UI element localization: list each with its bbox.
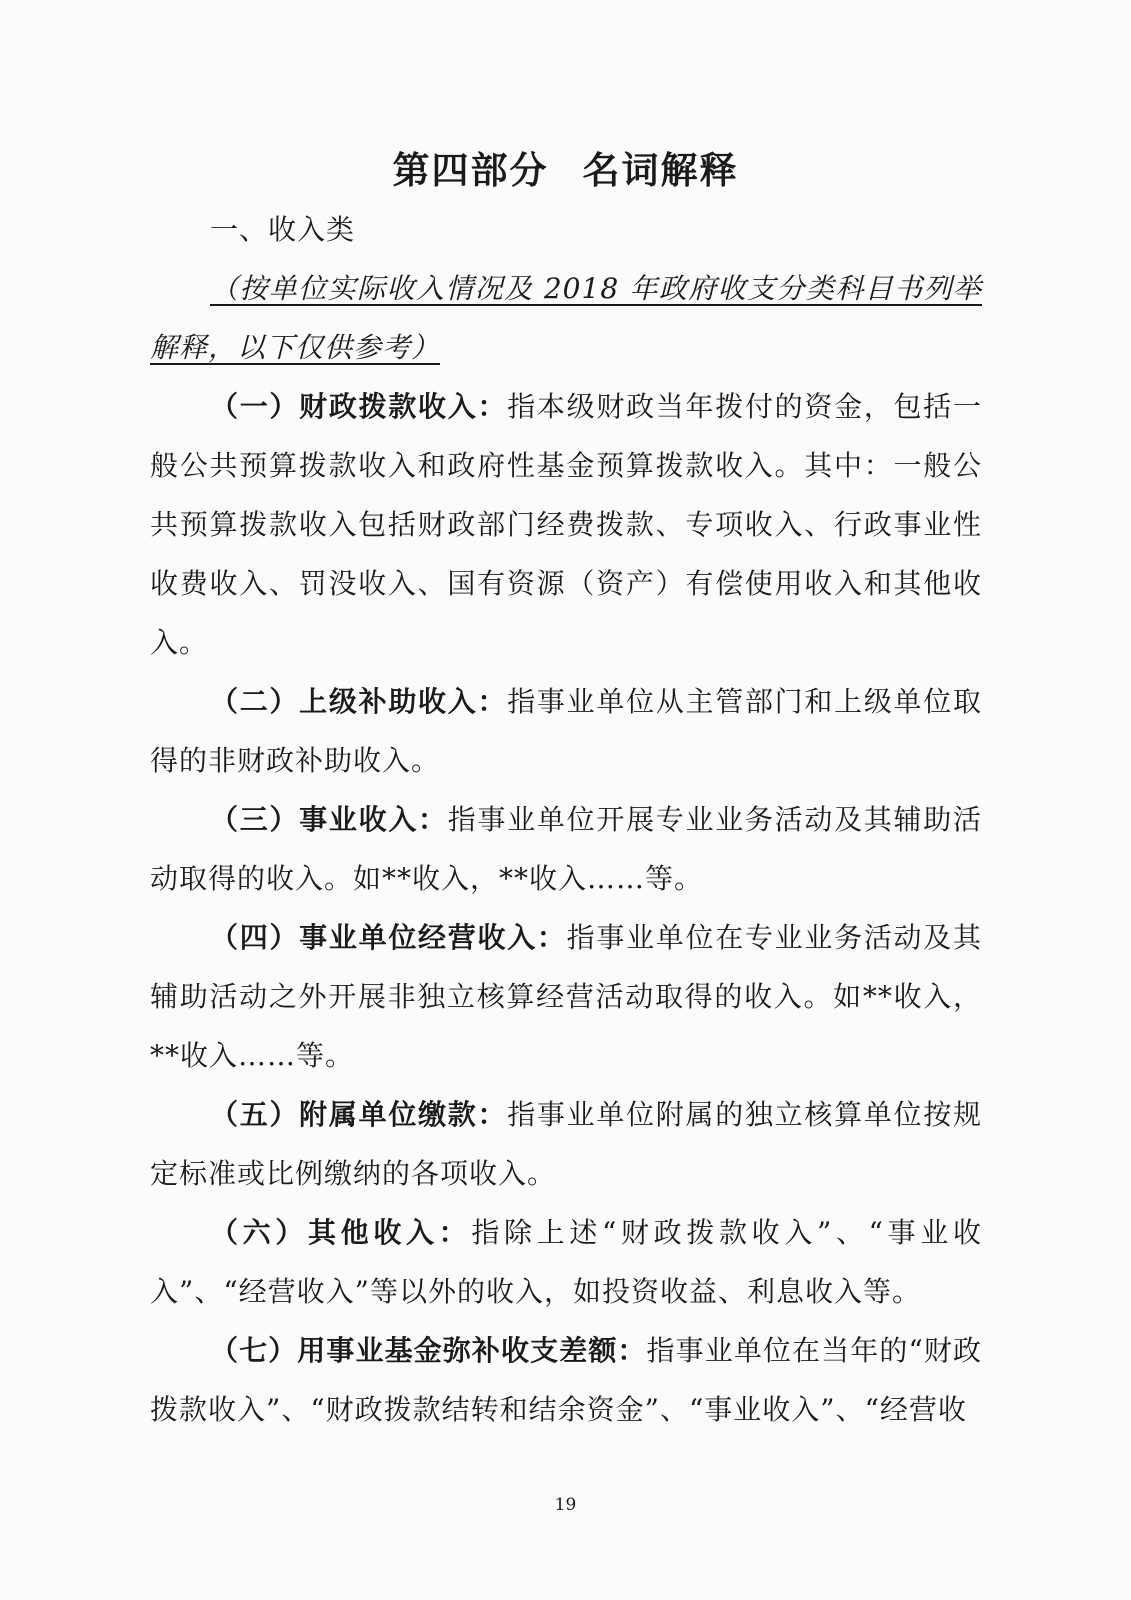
definition-item [150,1321,982,1439]
definition-text: 指事业单位开展专业业务活动及其辅助活动取得的收入。如**收入，**收入……等。 [150,803,982,895]
title-part: 第四部分 [392,149,549,192]
definition-item [150,790,982,908]
definition-text: 指本级财政当年拨付的资金，包括一般公共预算拨款收入和政府性基金预算拨款收入。其中：一般公共预算拨款收入包括财政部门经费拨款、专项收入、行政事业性收费收入、罚没收入、国有资源（资产）有偿使用收入和其他收入。 [150,390,982,659]
page-number: 19 [554,1495,577,1515]
reference-note-text: （按单位实际收入情况及 2018 年政府收支分类科目书列举解释，以下仅供参考） [150,272,982,364]
definition-term: （五）附属单位缴款： [210,1098,508,1131]
definition-text: 指除上述“财政拨款收入”、“事业收入”、“经营收入”等以外的收入，如投资收益、利息收入等。 [150,1216,982,1308]
definition-term: （一）财政拨款收入： [210,390,508,423]
page-title [0,140,1131,194]
definition-text: 指事业单位附属的独立核算单位按规定标准或比例缴纳的各项收入。 [150,1098,982,1190]
reference-note [150,259,982,377]
definition-item [150,1203,982,1321]
definition-item [150,1085,982,1203]
definition-term: （二）上级补助收入： [210,685,508,718]
definition-term: （三）事业收入： [210,803,448,836]
definition-text: 指事业单位从主管部门和上级单位取得的非财政补助收入。 [150,685,982,777]
definition-text: 指事业单位在当年的“财政拨款收入”、“财政拨款结转和结余资金”、“事业收入”、“经营收 [150,1334,982,1426]
definition-item [150,377,982,672]
document-body [150,200,982,1439]
definition-item [150,672,982,790]
section-heading: 一、收入类 [210,213,356,246]
definition-term: （七）用事业基金弥补收支差额： [210,1334,647,1367]
definition-text: 指事业单位在专业业务活动及其辅助活动之外开展非独立核算经营活动取得的收入。如**收入，**收入……等。 [150,921,982,1072]
definition-term: （四）事业单位经营收入： [210,921,567,954]
title-name: 名词解释 [582,149,739,192]
definition-term: （六）其他收入： [210,1216,472,1249]
definition-item [150,908,982,1085]
